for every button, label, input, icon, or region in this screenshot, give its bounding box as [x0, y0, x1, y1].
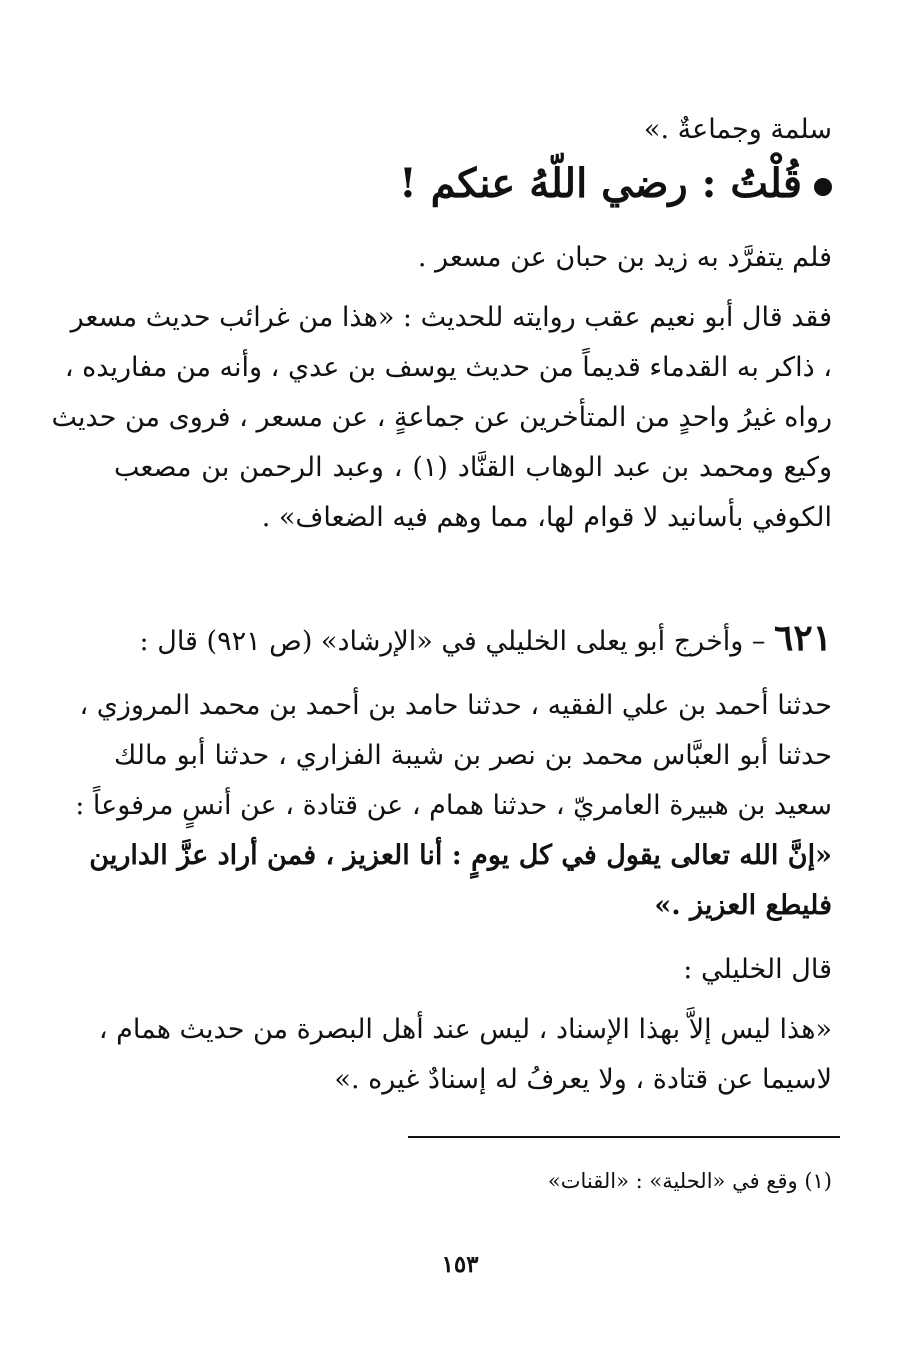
paragraph-line: فقد قال أبو نعيم عقب روايته للحديث : «هذا من غرائب حديث مسعر — [70, 302, 832, 333]
matn-line: «إنَّ الله تعالى يقول في كل يومٍ : أنا العزيز ، فمن أراد عزَّ الدارين — [89, 840, 832, 871]
hadith-heading — [114, 616, 832, 664]
footnote-divider — [408, 1136, 840, 1138]
quote-line: «هذا ليس إلاَّ بهذا الإسناد ، ليس عند أهل البصرة من حديث همام ، — [98, 1014, 832, 1045]
continued-text-fragment: سلمة وجماعةٌ .» — [643, 114, 832, 145]
bullet-icon — [814, 178, 832, 196]
section-heading — [114, 154, 832, 214]
hadith-intro: – وأخرج أبو يعلى الخليلي في «الإرشاد» (ص ٩٢١) قال : — [139, 626, 766, 657]
paragraph-line: ، ذاكر به القدماء قديماً من حديث يوسف بن عدي ، وأنه من مفاريده ، — [64, 352, 832, 383]
matn-line: فليطع العزيز .» — [654, 890, 832, 921]
paragraph-line: رواه غيرُ واحدٍ من المتأخرين عن جماعةٍ ، عن مسعر ، فروى من حديث — [51, 402, 832, 433]
footnote: (١) وقع في «الحلية» : «القنات» — [547, 1169, 832, 1193]
page-number: ١٥٣ — [441, 1251, 479, 1278]
hadith-number: ٦٢١ — [773, 617, 832, 659]
quote-line: لاسيما عن قتادة ، ولا يعرفُ له إسنادٌ غيره .» — [334, 1064, 832, 1095]
isnad-line: حدثنا أحمد بن علي الفقيه ، حدثنا حامد بن أحمد بن محمد المروزي ، — [79, 690, 832, 721]
paragraph-line: فلم يتفرَّد به زيد بن حبان عن مسعر . — [417, 242, 832, 273]
isnad-line: حدثنا أبو العبَّاس محمد بن نصر بن شيبة الفزاري ، حدثنا أبو مالك — [114, 740, 832, 771]
khalili-label: قال الخليلي : — [683, 954, 832, 985]
isnad-line: سعيد بن هبيرة العامريّ ، حدثنا همام ، عن قتادة ، عن أنسٍ مرفوعاً : — [75, 790, 832, 821]
section-heading-text: قُلْتُ : رضي اللّهُ عنكم ! — [399, 160, 802, 207]
paragraph-line: الكوفي بأسانيد لا قوام لها، مما وهم فيه الضعاف» . — [261, 502, 832, 533]
paragraph-line: وكيع ومحمد بن عبد الوهاب القنَّاد (١) ، وعبد الرحمن بن مصعب — [114, 452, 832, 483]
